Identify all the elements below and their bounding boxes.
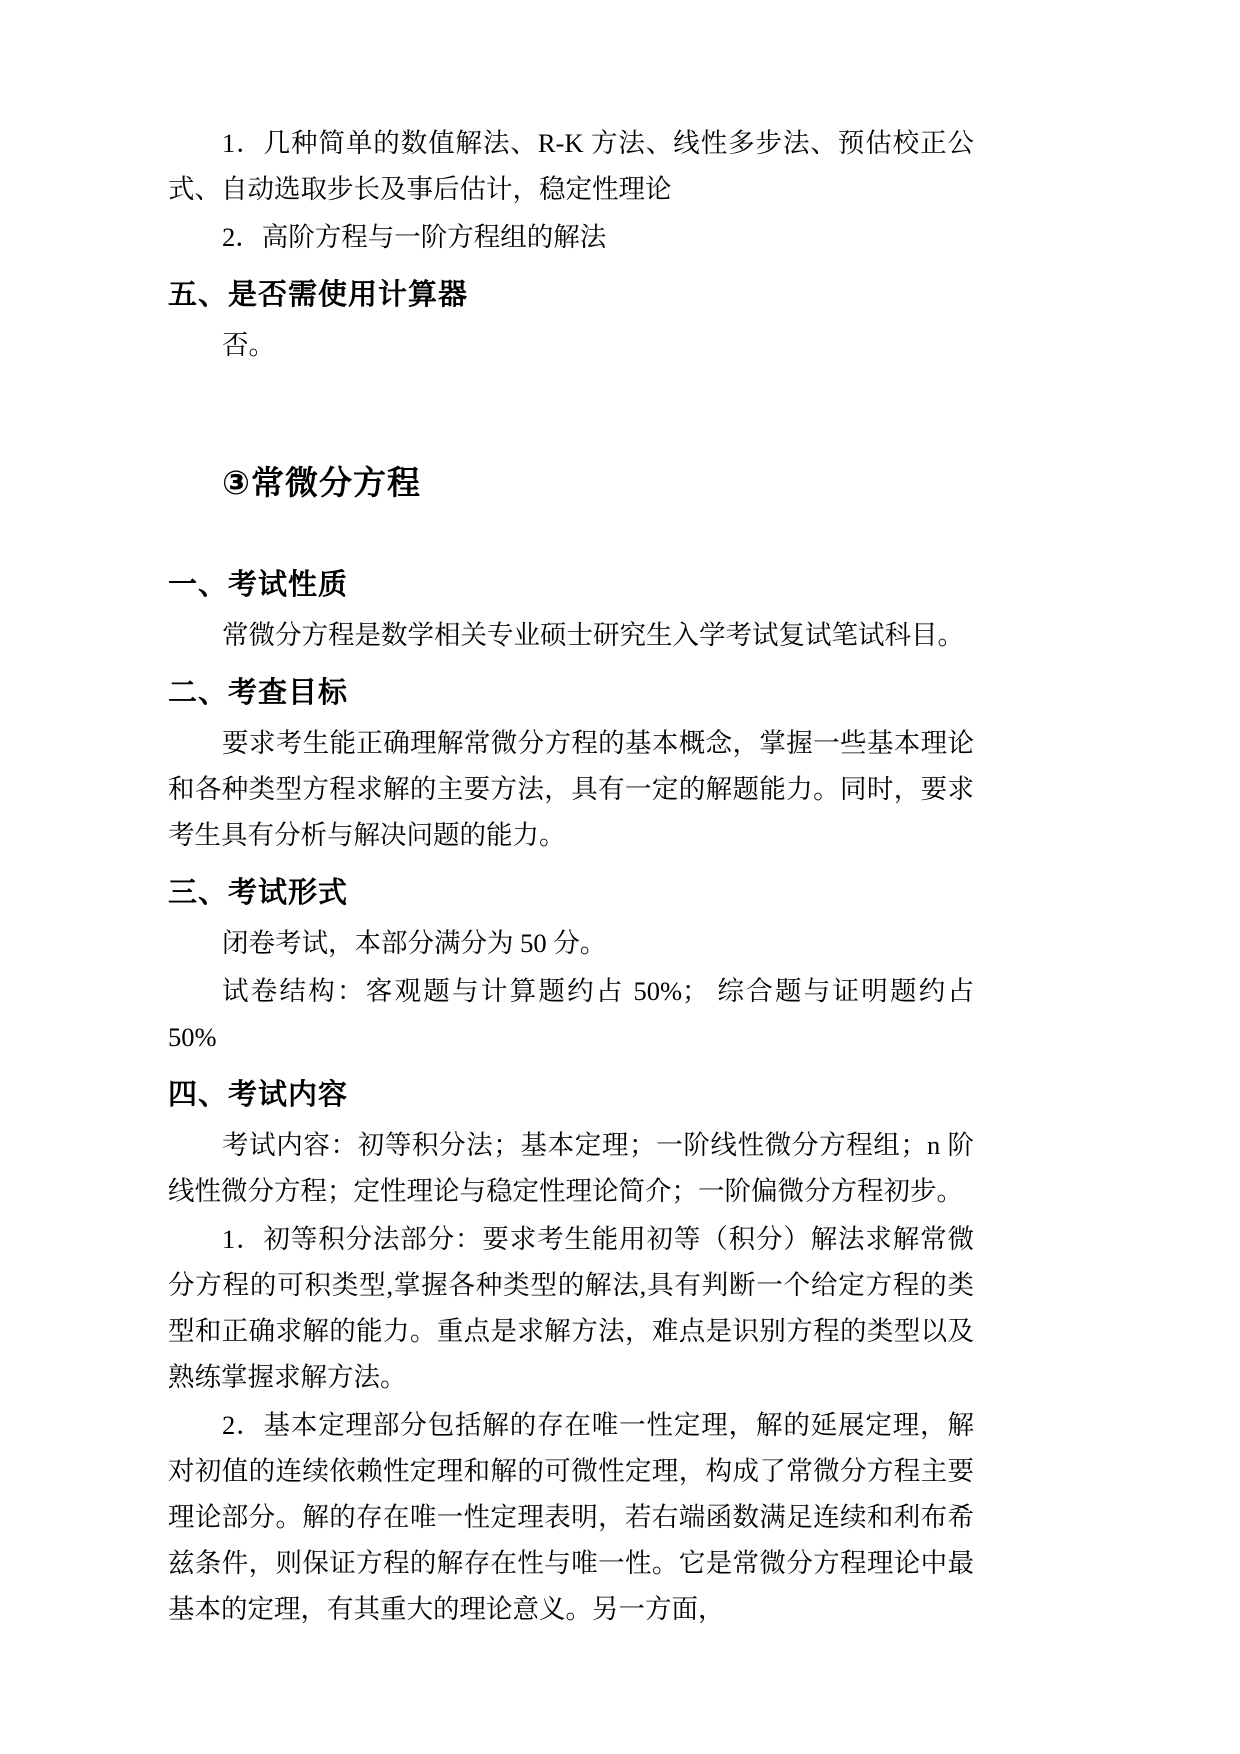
section-paragraph: 常微分方程是数学相关专业硕士研究生入学考试复试笔试科目。 xyxy=(222,620,964,650)
section-paragraph: 要求考生能正确理解常微分方程的基本概念，掌握一些基本理论和各种类型方程求解的主要方法，具有一定的解题能力。同时，要求考生具有分析与解决问题的能力。 xyxy=(168,728,974,850)
section-paragraph: 试卷结构：客观题与计算题约占 50%； 综合题与证明题约占 50% xyxy=(168,976,974,1052)
numbered-item-2: 2．高阶方程与一阶方程组的解法 xyxy=(222,222,607,252)
section-paragraph: 闭卷考试，本部分满分为 50 分。 xyxy=(222,928,607,958)
page-content xyxy=(168,120,974,1634)
section-paragraph: 1．初等积分法部分：要求考生能用初等（积分）解法求解常微分方程的可积类型,掌握各种类型的解法,具有判断一个给定方程的类型和正确求解的能力。重点是求解方法，难点是识别方程的类型以及熟练掌握求解方法。 xyxy=(168,1224,974,1392)
section-heading-exam-format: 三、考试形式 xyxy=(168,875,349,909)
vertical-spacer xyxy=(168,510,974,550)
numbered-item-1: 1．几种简单的数值解法、R-K 方法、线性多步法、预估校正公式、自动选取步长及事后估计，稳定性理论 xyxy=(168,128,974,204)
section-paragraph: 考试内容：初等积分法；基本定理；一阶线性微分方程组；n 阶线性微分方程；定性理论与稳定性理论简介；一阶偏微分方程初步。 xyxy=(168,1130,974,1206)
section-heading-exam-content: 四、考试内容 xyxy=(168,1077,349,1111)
section-heading-calculator: 五、是否需使用计算器 xyxy=(168,277,469,311)
section-heading-assessment-goal: 二、考查目标 xyxy=(168,675,349,709)
page-title: ③常微分方程 xyxy=(222,463,421,502)
section-paragraph: 2．基本定理部分包括解的存在唯一性定理，解的延展定理，解对初值的连续依赖性定理和解的可微性定理，构成了常微分方程主要理论部分。解的存在唯一性定理表明，若右端函数满足连续和利布希兹条件，则保证方程的解存在性与唯一性。它是常微分方程理论中最基本的定理，有其重大的理论意义。另一方面， xyxy=(168,1410,974,1624)
section-heading-exam-nature: 一、考试性质 xyxy=(168,567,349,601)
calculator-answer: 否。 xyxy=(222,330,275,360)
vertical-spacer xyxy=(168,370,974,456)
